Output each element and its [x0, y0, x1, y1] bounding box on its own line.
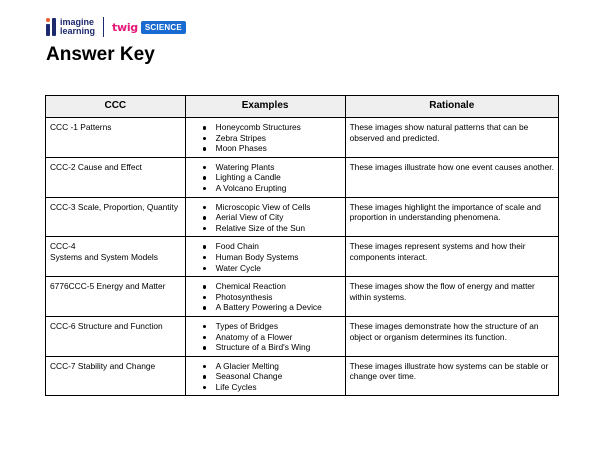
list-item: Lighting a Candle	[203, 172, 341, 183]
imagine-learning-wordmark	[60, 18, 95, 36]
list-item: Seasonal Change	[203, 371, 341, 382]
table-row	[46, 277, 559, 317]
list-item: Human Body Systems	[203, 252, 341, 263]
rationale-cell: These images highlight the importance of scale and proportion in understanding phenomena.	[345, 197, 558, 237]
rationale-cell: These images demonstrate how the structure of an object or organism determines its function.	[345, 316, 558, 356]
rationale-cell: These images illustrate how systems can be stable or change over time.	[345, 356, 558, 396]
list-item: Chemical Reaction	[203, 281, 341, 292]
list-item: Food Chain	[203, 241, 341, 252]
imagine-learning-logo-icon	[46, 18, 56, 36]
examples-list	[203, 122, 341, 154]
list-item: Relative Size of the Sun	[203, 223, 341, 234]
logo-line-2: learning	[60, 26, 96, 36]
table-row	[46, 316, 559, 356]
examples-cell	[185, 118, 345, 158]
list-item: A Battery Powering a Device	[203, 302, 341, 313]
rationale-cell: These images show the flow of energy and matter within systems.	[345, 277, 558, 317]
ccc-cell: 6776CCC-5 Energy and Matter	[46, 277, 186, 317]
examples-cell	[185, 316, 345, 356]
list-item: Honeycomb Structures	[203, 122, 341, 133]
list-item: Moon Phases	[203, 143, 341, 154]
list-item: A Glacier Melting	[203, 361, 341, 372]
examples-list	[203, 321, 341, 353]
logo-divider	[103, 17, 104, 37]
rationale-cell: These images illustrate how one event causes another.	[345, 157, 558, 197]
twig-logo: twig	[112, 20, 138, 34]
list-item: Structure of a Bird's Wing	[203, 342, 341, 353]
ccc-cell: CCC-2 Cause and Effect	[46, 157, 186, 197]
column-header-examples: Examples	[185, 96, 345, 118]
rationale-cell: These images show natural patterns that can be observed and predicted.	[345, 118, 558, 158]
examples-list	[203, 202, 341, 234]
rationale-cell: These images represent systems and how their components interact.	[345, 237, 558, 277]
answer-key-table	[45, 95, 559, 396]
table-row	[46, 157, 559, 197]
list-item: Watering Plants	[203, 162, 341, 173]
ccc-cell: CCC-6 Structure and Function	[46, 316, 186, 356]
examples-cell	[185, 356, 345, 396]
column-header-rationale: Rationale	[345, 96, 558, 118]
examples-cell	[185, 197, 345, 237]
examples-list	[203, 281, 341, 313]
ccc-cell: CCC-7 Stability and Change	[46, 356, 186, 396]
list-item: Zebra Stripes	[203, 133, 341, 144]
examples-cell	[185, 237, 345, 277]
science-badge: SCIENCE	[141, 21, 186, 34]
ccc-cell: CCC-4 Systems and System Models	[46, 237, 186, 277]
list-item: Photosynthesis	[203, 292, 341, 303]
list-item: Aerial View of City	[203, 212, 341, 223]
examples-list	[203, 241, 341, 273]
table-row	[46, 197, 559, 237]
list-item: Types of Bridges	[203, 321, 341, 332]
list-item: Microscopic View of Cells	[203, 202, 341, 213]
logo-line-1: imagine	[60, 17, 95, 27]
page-title: Answer Key	[46, 44, 155, 65]
table-row	[46, 237, 559, 277]
examples-list	[203, 361, 341, 393]
column-header-ccc: CCC	[46, 96, 186, 118]
list-item: Anatomy of a Flower	[203, 332, 341, 343]
list-item: A Volcano Erupting	[203, 183, 341, 194]
table-header-row	[46, 96, 559, 118]
examples-cell	[185, 277, 345, 317]
list-item: Water Cycle	[203, 263, 341, 274]
list-item: Life Cycles	[203, 382, 341, 393]
ccc-cell: CCC-3 Scale, Proportion, Quantity	[46, 197, 186, 237]
ccc-cell: CCC -1 Patterns	[46, 118, 186, 158]
examples-list	[203, 162, 341, 194]
brand-header	[46, 16, 186, 38]
table-row	[46, 118, 559, 158]
table-row	[46, 356, 559, 396]
examples-cell	[185, 157, 345, 197]
